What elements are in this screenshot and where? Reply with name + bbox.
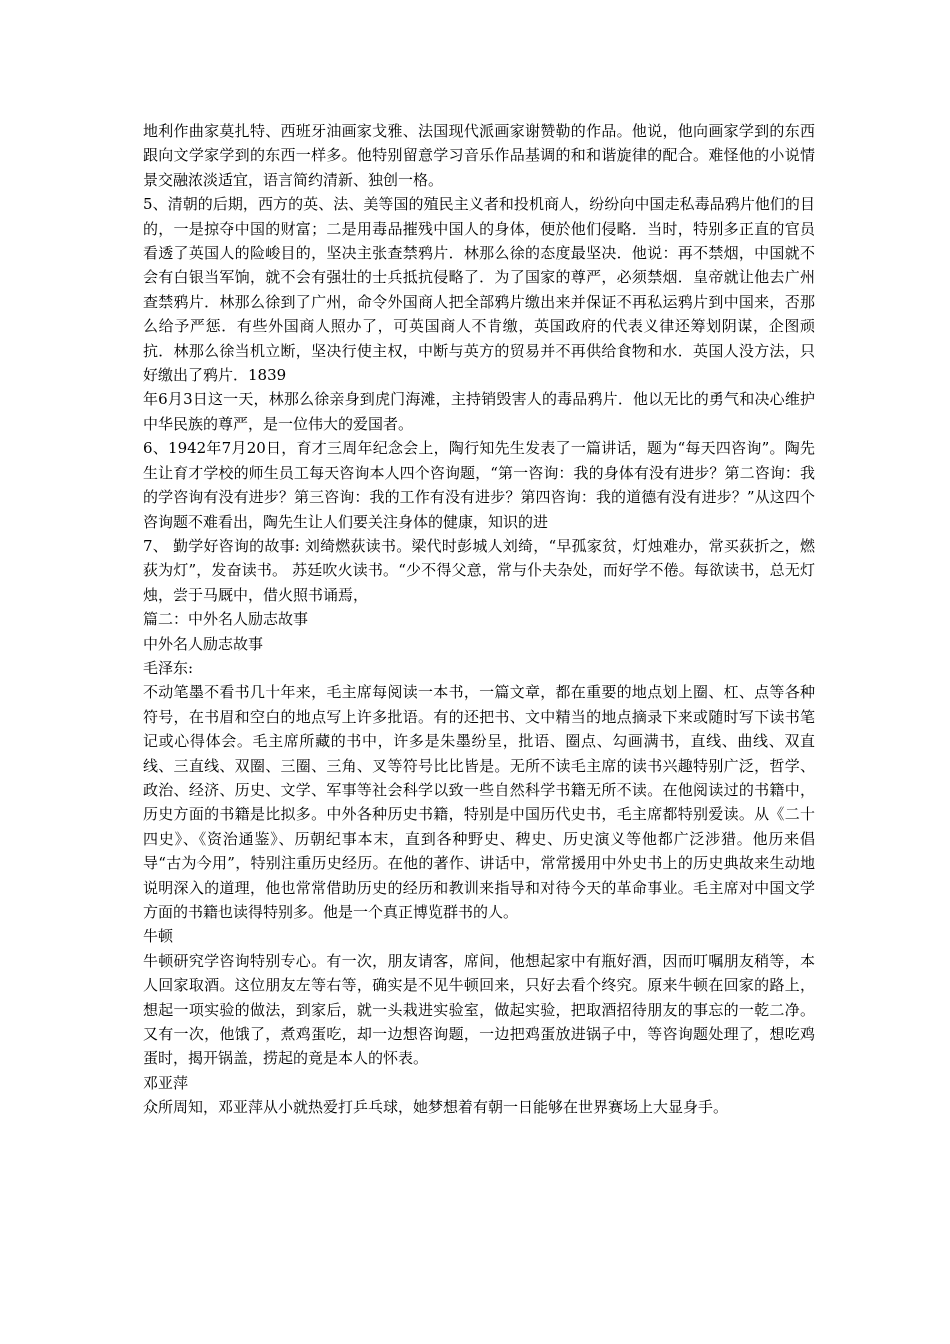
paragraph-study-stories: 7、 勤学好咨询的故事: 刘绮燃荻读书。梁代时彭城人刘绮，“早孤家贫，灯烛难办，常买荻折之，燃荻为灯”，发奋读书。 苏廷吹火读书。“少不得父意，常与仆夫杂处，而好学不倦。每欲读书，总无灯烛，尝于马厩中，借火照书诵焉， bbox=[143, 536, 815, 604]
paragraph-newton: 牛顿研究学咨询特别专心。有一次，朋友请客，席间，他想起家中有瓶好酒，因而叮嘱朋友稍等，本人回家取酒。这位朋友左等右等，确实是不见牛顿回来，只好去看个终究。原来牛顿在回家的路上，想起一项实验的做法，到家后，就一头栽进实验室，做起实验，把取酒招待朋友的事忘的一乾二净。又有一次，他饿了，煮鸡蛋吃，却一边想咨询题，一边把鸡蛋放进锅子中，等咨询题处理了，想吃鸡蛋时，揭开锅盖，捞起的竟是本人的怀表。 bbox=[143, 951, 815, 1068]
section-title: 中外名人励志故事 bbox=[143, 634, 264, 653]
document-body bbox=[143, 119, 815, 1120]
paragraph-lin-zexu: 5、清朝的后期，西方的英、法、美等国的殖民主义者和投机商人，纷纷向中国走私毒品鸦片他们的目的，一是掠夺中国的财富；二是用毒品摧残中国人的身体，便於他们侵略．当时，特别多正直的官员看透了英国人的险峻目的，坚决主张查禁鸦片．林那么徐的态度最坚决．他说：再不禁烟，中国就不会有白银当军饷，就不会有强壮的士兵抵抗侵略了．为了国家的尊严，必须禁烟．皇帝就让他去广州查禁鸦片．林那么徐到了广州，命令外国商人把全部鸦片缴出来并保证不再私运鸦片到中国来，否那么给予严惩．有些外国商人照办了，可英国商人不肯缴，英国政府的代表义律还筹划阴谋，企图顽抗．林那么徐当机立断，坚决行使主权，中断与英方的贸易并不再供给食物和水．英国人没方法，只好缴出了鸦片．1839 bbox=[143, 195, 815, 385]
paragraph-tao-xingzhi: 6、1942年7月20日，育才三周年纪念会上，陶行知先生发表了一篇讲话，题为“每天四咨询”。陶先生让育才学校的师生员工每天咨询本人四个咨询题，“第一咨询：我的身体有没有进步？第二咨询：我的学咨询有没有进步？第三咨询：我的工作有没有进步？第四咨询：我的道德有没有进步？”从这四个咨询题不难看出，陶先生让人们要关注身体的健康，知识的进 bbox=[143, 439, 815, 531]
paragraph-continued-artists: 地利作曲家莫扎特、西班牙油画家戈雅、法国现代派画家谢赞勒的作品。他说，他向画家学到的东西跟向文学家学到的东西一样多。他特别留意学习音乐作品基调的和和谐旋律的配合。难怪他的小说情景交融浓淡适宜，语言简约清新、独创一格。 bbox=[143, 122, 815, 189]
subheading-newton: 牛顿 bbox=[143, 927, 174, 946]
subheading-deng-yaping: 邓亚萍 bbox=[143, 1073, 189, 1092]
paragraph-deng-yaping: 众所周知，邓亚萍从小就热爱打乒乓球，她梦想着有朝一日能够在世界赛场上大显身手。 bbox=[143, 1098, 729, 1117]
section-heading: 篇二：中外名人励志故事 bbox=[143, 610, 309, 629]
subheading-mao: 毛泽东: bbox=[143, 658, 194, 677]
paragraph-mao: 不动笔墨不看书几十年来，毛主席每阅读一本书，一篇文章，都在重要的地点划上圈、杠、点等各种符号，在书眉和空白的地点写上许多批语。有的还把书、文中精当的地点摘录下来或随时写下读书笔记或心得体会。毛主席所藏的书中，许多是朱墨纷呈，批语、圈点、勾画满书，直线、曲线、双直线、三直线、双圈、三圈、三角、叉等符号比比皆是。无所不读毛主席的读书兴趣特别广泛，哲学、政治、经济、历史、文学、军事等社会科学以致一些自然科学书籍无所不读。在他阅读过的书籍中，历史方面的书籍是比拟多。中外各种历史书籍，特别是中国历代史书，毛主席都特别爱读。从《二十四史》、《资治通鉴》、历朝纪事本末，直到各种野史、稗史、历史演义等他都广泛涉猎。他历来倡导“古为今用”，特别注重历史经历。在他的著作、讲话中，常常援用中外史书上的历史典故来生动地说明深入的道理，他也常常借助历史的经历和教训来指导和对待今天的革命事业。毛主席对中国文学方面的书籍也读得特别多。他是一个真正博览群书的人。 bbox=[143, 683, 815, 921]
paragraph-humen-destruction: 年6月3日这一天，林那么徐亲身到虎门海滩，主持销毁害人的毒品鸦片．他以无比的勇气和决心维护中华民族的尊严，是一位伟大的爱国者。 bbox=[143, 390, 815, 433]
